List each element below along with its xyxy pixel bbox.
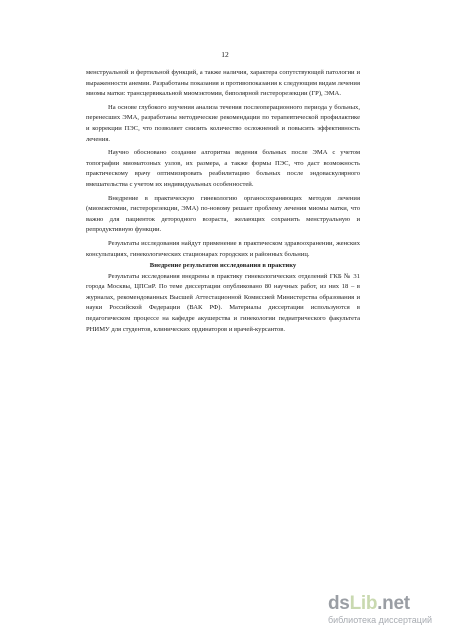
watermark [328,594,438,625]
paragraph-organ-preserving: Внедрение в практическую гинекологию органосохраняющих методов лечения (миомэктомии, гистерорезекции, ЭМА) по-новому решает проблему лечения миомы матки, что важно для пациенток детородного возраста, желающих сохранить менструальную и репродуктивную функции. [86,194,360,234]
page-number: 12 [221,50,229,59]
paragraph-postoperative: На основе глубокого изучения анализа течения послеоперационного периода у больных, перенесших ЭМА, разработаны методические рекомендации по терапевтической профилактике и коррекции ПЭС, что позволяет снизить количество осложнений и повысить эффективность лечения. [86,103,360,143]
section-heading: Внедрение результатов исследования в практику [149,262,297,270]
document-body [86,68,360,335]
watermark-logo: dsLib.net [328,593,410,614]
paragraph-algorithm: Научно обосновано создание алгоритма ведения больных после ЭМА с учетом топографии миоматозных узлов, их размера, а также формы ПЭС, что даст возможность практическому врачу оптимизировать реабилитацию больных после эндоваскулярного вмешательства с учетом их индивидуальных особенностей. [86,149,360,188]
paragraph-continuation: менструальной и фертильной функций, а также наличия, характера сопутствующей патологии и выраженности анемии. Разработаны показания и противопоказания к следующим видам лечения миомы матки: трансцервикальной миомэктомии, биполярной гистерорезекции (ГР), ЭМА. [86,69,360,98]
watermark-subtitle: библиотека диссертаций [328,615,433,625]
paragraph-implementation: Результаты исследования внедрены в практику гинекологических отделений ГКБ № 31 города Москвы, ЦПСиР. По теме диссертации опубликовано 80 научных работ, из них 18 – в журналах, рекомендованных Высшей Аттестационной Комиссией Министерства образования и науки Российской Федерации (ВАК РФ). Материалы диссертации используются в педагогическом процессе на кафедре акушерства и гинекологии педиатрического факультета РНИМУ для студентов, клинических ординаторов и врачей-курсантов. [86,272,360,333]
paragraph-application: Результаты исследования найдут применение в практическом здравоохранении, женских консультациях, гинекологических стационарах городских и районных больниц. [86,239,360,258]
